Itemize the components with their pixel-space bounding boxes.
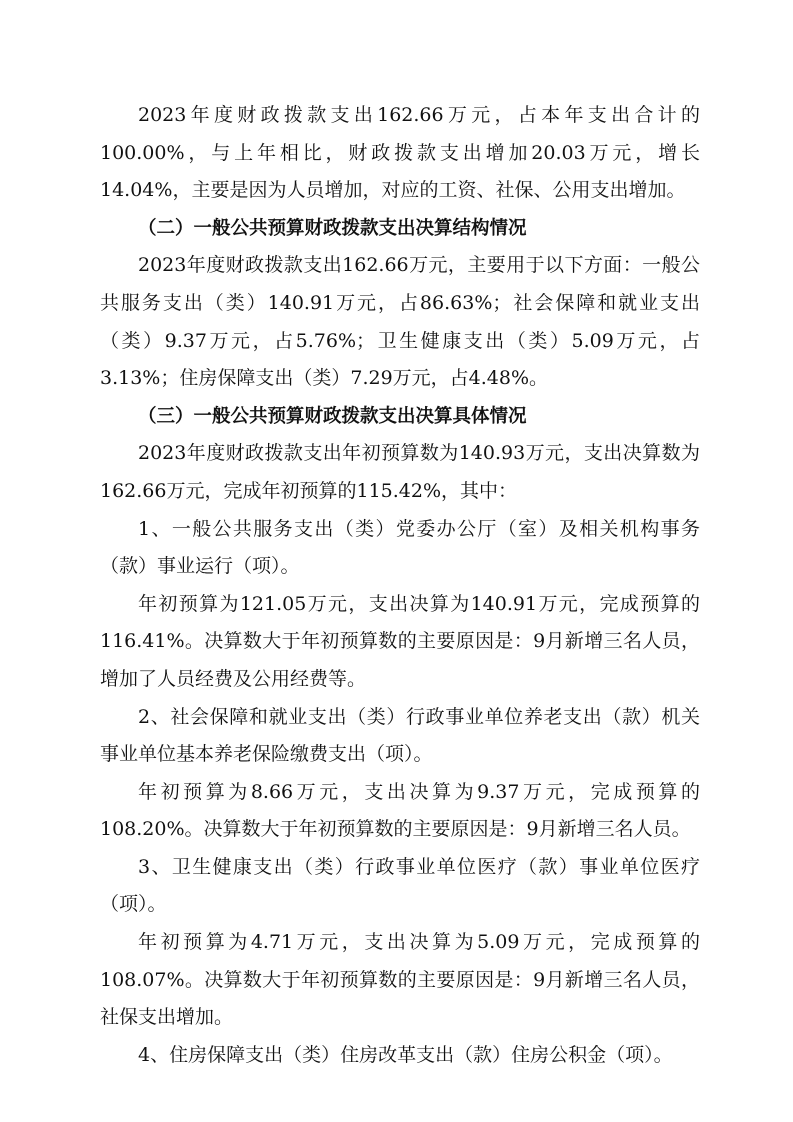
paragraph-item-1-title: 1、一般公共服务支出（类）党委办公厅（室）及相关机构事务（款）事业运行（项）。 xyxy=(100,517,700,578)
paragraph-item-1-detail: 年初预算为121.05万元，支出决算为140.91万元，完成预算的116.41%。决算数大于年初预算数的主要原因是：9月新增三名人员，增加了人员经费及公用经费等。 xyxy=(100,592,700,690)
paragraph-item-3-detail: 年初预算为4.71万元，支出决算为5.09万元，完成预算的108.07%。决算数大于年初预算数的主要原因是：9月新增三名人员，社保支出增加。 xyxy=(100,931,700,1029)
paragraph-item-2-detail: 年初预算为8.66万元，支出决算为9.37万元，完成预算的108.20%。决算数大于年初预算数的主要原因是：9月新增三名人员。 xyxy=(100,780,700,841)
paragraph-item-3-title: 3、卫生健康支出（类）行政事业单位医疗（款）事业单位医疗（项）。 xyxy=(100,855,700,916)
paragraph-budget-completion: 2023年度财政拨款支出年初预算数为140.93万元，支出决算数为162.66万元，完成年初预算的115.42%，其中： xyxy=(100,442,700,502)
section-heading-details: （三）一般公共预算财政拨款支出决算具体情况 xyxy=(138,405,527,427)
paragraph-expenditure-summary: 2023年度财政拨款支出162.66万元，占本年支出合计的100.00%，与上年相比，财政拨款支出增加20.03万元，增长14.04%，主要是因为人员增加，对应的工资、社保、公用支出增加。 xyxy=(100,104,700,202)
paragraph-item-2-title: 2、社会保障和就业支出（类）行政事业单位养老支出（款）机关事业单位基本养老保险缴费支出（项）。 xyxy=(100,705,700,766)
document-body xyxy=(100,97,700,1074)
paragraph-expenditure-structure: 2023年度财政拨款支出162.66万元，主要用于以下方面：一般公共服务支出（类）140.91万元，占86.63%；社会保障和就业支出（类）9.37万元，占5.76%；卫生健康支出（类）5.09万元，占3.13%；住房保障支出（类）7.29万元，占4.48%。 xyxy=(100,254,700,390)
section-heading-structure: （二）一般公共预算财政拨款支出决算结构情况 xyxy=(138,217,527,239)
paragraph-item-4-title: 4、住房保障支出（类）住房改革支出（款）住房公积金（项）。 xyxy=(138,1043,673,1066)
